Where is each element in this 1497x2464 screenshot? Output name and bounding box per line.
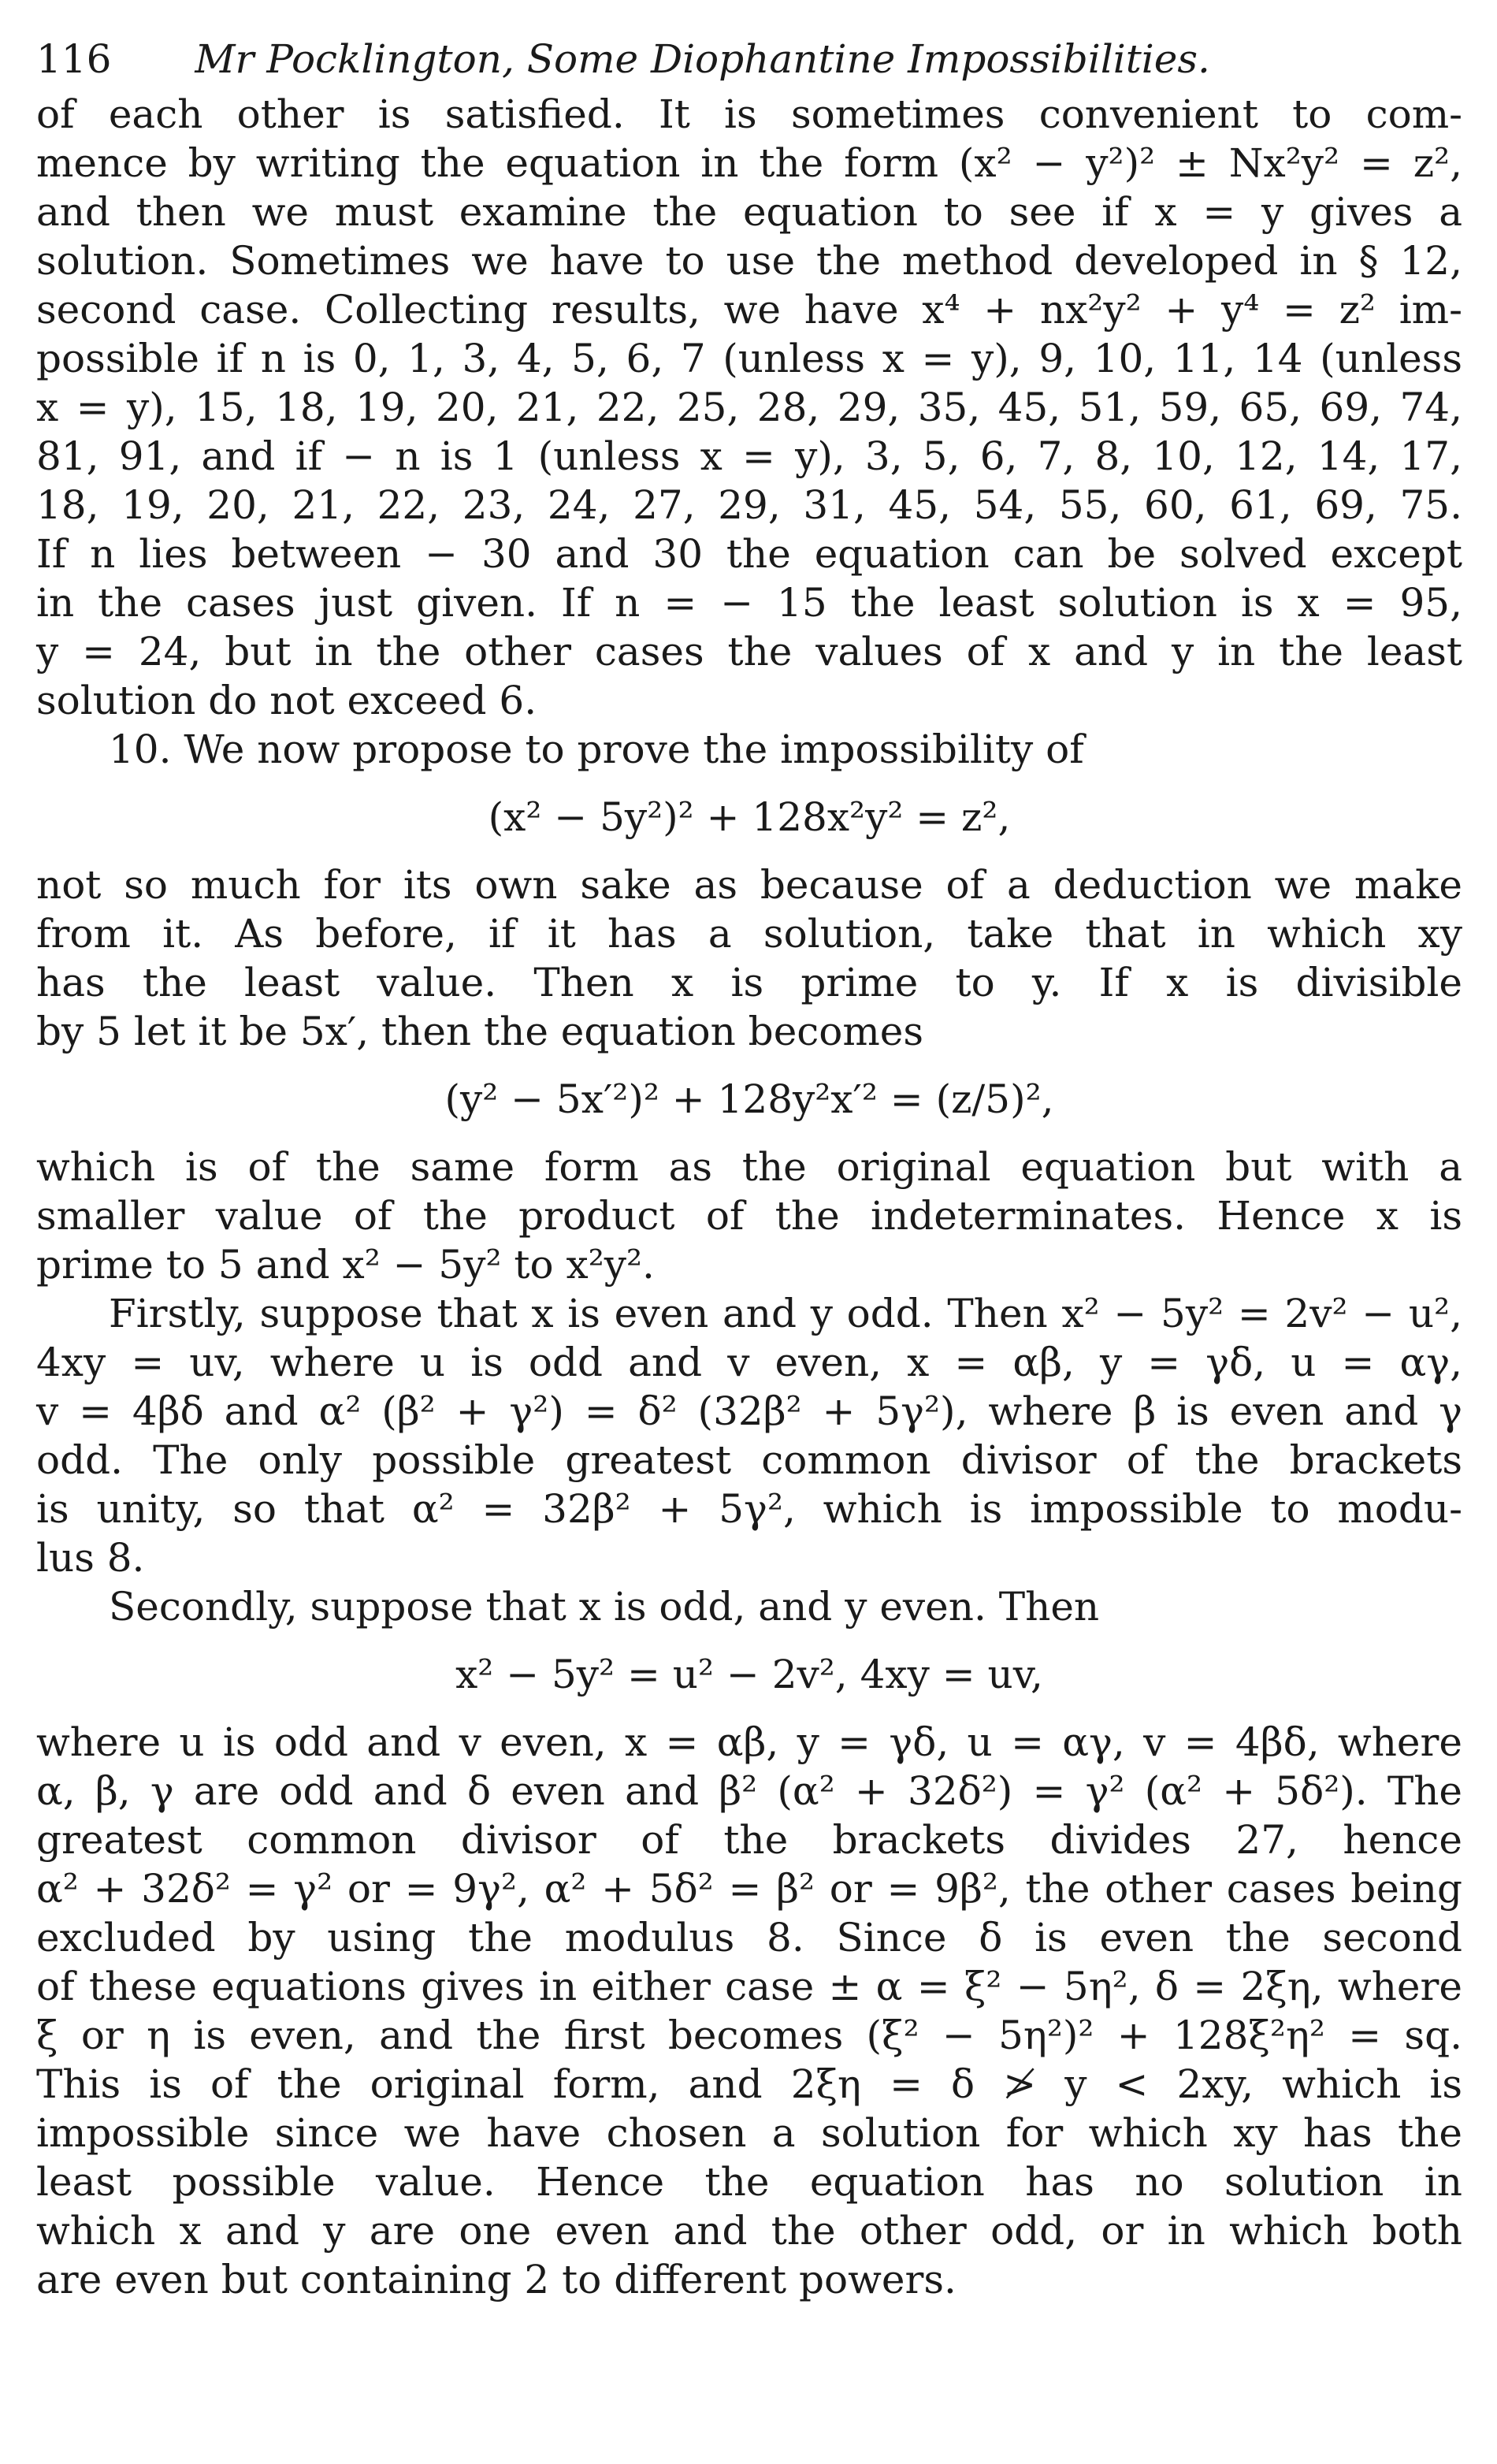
text-line: smaller value of the product of the indeterminates. Hence x is — [36, 1193, 1462, 1239]
text-line: ξ or η is even, and the first becomes (ξ² − 5η²)² + 128ξ²η² = sq. — [36, 2012, 1462, 2058]
text-line: least possible value. Hence the equation has no solution in — [36, 2159, 1462, 2205]
text-line: If n lies between − 30 and 30 the equation can be solved except — [36, 531, 1462, 577]
text-line: solution do not exceed 6. — [36, 678, 537, 723]
text-line: 81, 91, and if − n is 1 (unless x = y), 3, 5, 6, 7, 8, 10, 12, 14, 17, — [36, 433, 1462, 479]
text-line: and then we must examine the equation to see if x = y gives a — [36, 189, 1462, 235]
text-line: α² + 32δ² = γ² or = 9γ², α² + 5δ² = β² or = 9β², the other cases being — [36, 1866, 1462, 1912]
text-line: This is of the original form, and 2ξη = δ ≯ y < 2xy, which is — [36, 2061, 1462, 2107]
text-line: of these equations gives in either case ± α = ξ² − 5η², δ = 2ξη, where — [36, 1964, 1462, 2009]
text-line: not so much for its own sake as because of a deduction we make — [36, 862, 1462, 908]
text-line: which is of the same form as the original equation but with a — [36, 1144, 1462, 1190]
text-line: by 5 let it be 5x′, then the equation becomes — [36, 1009, 924, 1054]
text-line: y = 24, but in the other cases the values of x and y in the least — [36, 629, 1462, 675]
text-line: greatest common divisor of the brackets divides 27, hence — [36, 1817, 1462, 1863]
running-title: Mr Pocklington, Some Diophantine Impossibilities. — [195, 36, 1210, 82]
text-line: impossible since we have chosen a solution for which xy has the — [36, 2110, 1462, 2156]
display-equation: (y² − 5x′²)² + 128y²x′² = (z/5)², — [444, 1076, 1054, 1122]
text-line: lus 8. — [36, 1535, 145, 1581]
text-line: is unity, so that α² = 32β² + 5γ², which is impossible to modu- — [36, 1486, 1462, 1532]
text-line: x = y), 15, 18, 19, 20, 21, 22, 25, 28, 29, 35, 45, 51, 59, 65, 69, 74, — [36, 385, 1462, 430]
paragraph-start-line: Firstly, suppose that x is even and y odd. Then x² − 5y² = 2v² − u², — [109, 1291, 1462, 1336]
text-line: possible if n is 0, 1, 3, 4, 5, 6, 7 (unless x = y), 9, 10, 11, 14 (unless — [36, 336, 1462, 381]
text-line: in the cases just given. If n = − 15 the least solution is x = 95, — [36, 580, 1462, 626]
text-line: v = 4βδ and α² (β² + γ²) = δ² (32β² + 5γ²), where β is even and γ — [36, 1388, 1462, 1434]
text-line: mence by writing the equation in the form (x² − y²)² ± Nx²y² = z², — [36, 140, 1462, 186]
section-start-line: 10. We now propose to prove the impossibility of — [109, 727, 1084, 772]
page-number: 116 — [36, 36, 112, 82]
text-line: which x and y are one even and the other odd, or in which both — [36, 2208, 1462, 2254]
text-line: where u is odd and v even, x = αβ, y = γδ, u = αγ, v = 4βδ, where — [36, 1719, 1462, 1765]
text-line: has the least value. Then x is prime to y. If x is divisible — [36, 960, 1462, 1005]
paragraph-start-line: Secondly, suppose that x is odd, and y even. Then — [109, 1584, 1100, 1630]
text-line: second case. Collecting results, we have x⁴ + nx²y² + y⁴ = z² im- — [36, 287, 1462, 333]
text-line: are even but containing 2 to different powers. — [36, 2257, 957, 2302]
text-line: solution. Sometimes we have to use the method developed in § 12, — [36, 238, 1462, 284]
text-line: α, β, γ are odd and δ even and β² (α² + 32δ²) = γ² (α² + 5δ²). The — [36, 1768, 1462, 1814]
text-line: prime to 5 and x² − 5y² to x²y². — [36, 1242, 655, 1288]
text-line: from it. As before, if it has a solution, take that in which xy — [36, 911, 1462, 957]
display-equation: (x² − 5y²)² + 128x²y² = z², — [488, 794, 1011, 840]
text-line: odd. The only possible greatest common divisor of the brackets — [36, 1437, 1462, 1483]
text-line: of each other is satisfied. It is sometimes convenient to com- — [36, 91, 1462, 137]
display-equation: x² − 5y² = u² − 2v², 4xy = uv, — [455, 1652, 1043, 1697]
text-line: 18, 19, 20, 21, 22, 23, 24, 27, 29, 31, 45, 54, 55, 60, 61, 69, 75. — [36, 482, 1462, 528]
text-line: excluded by using the modulus 8. Since δ is even the second — [36, 1915, 1462, 1960]
text-line: 4xy = uv, where u is odd and v even, x = αβ, y = γδ, u = αγ, — [36, 1340, 1462, 1385]
running-header — [36, 32, 1462, 87]
